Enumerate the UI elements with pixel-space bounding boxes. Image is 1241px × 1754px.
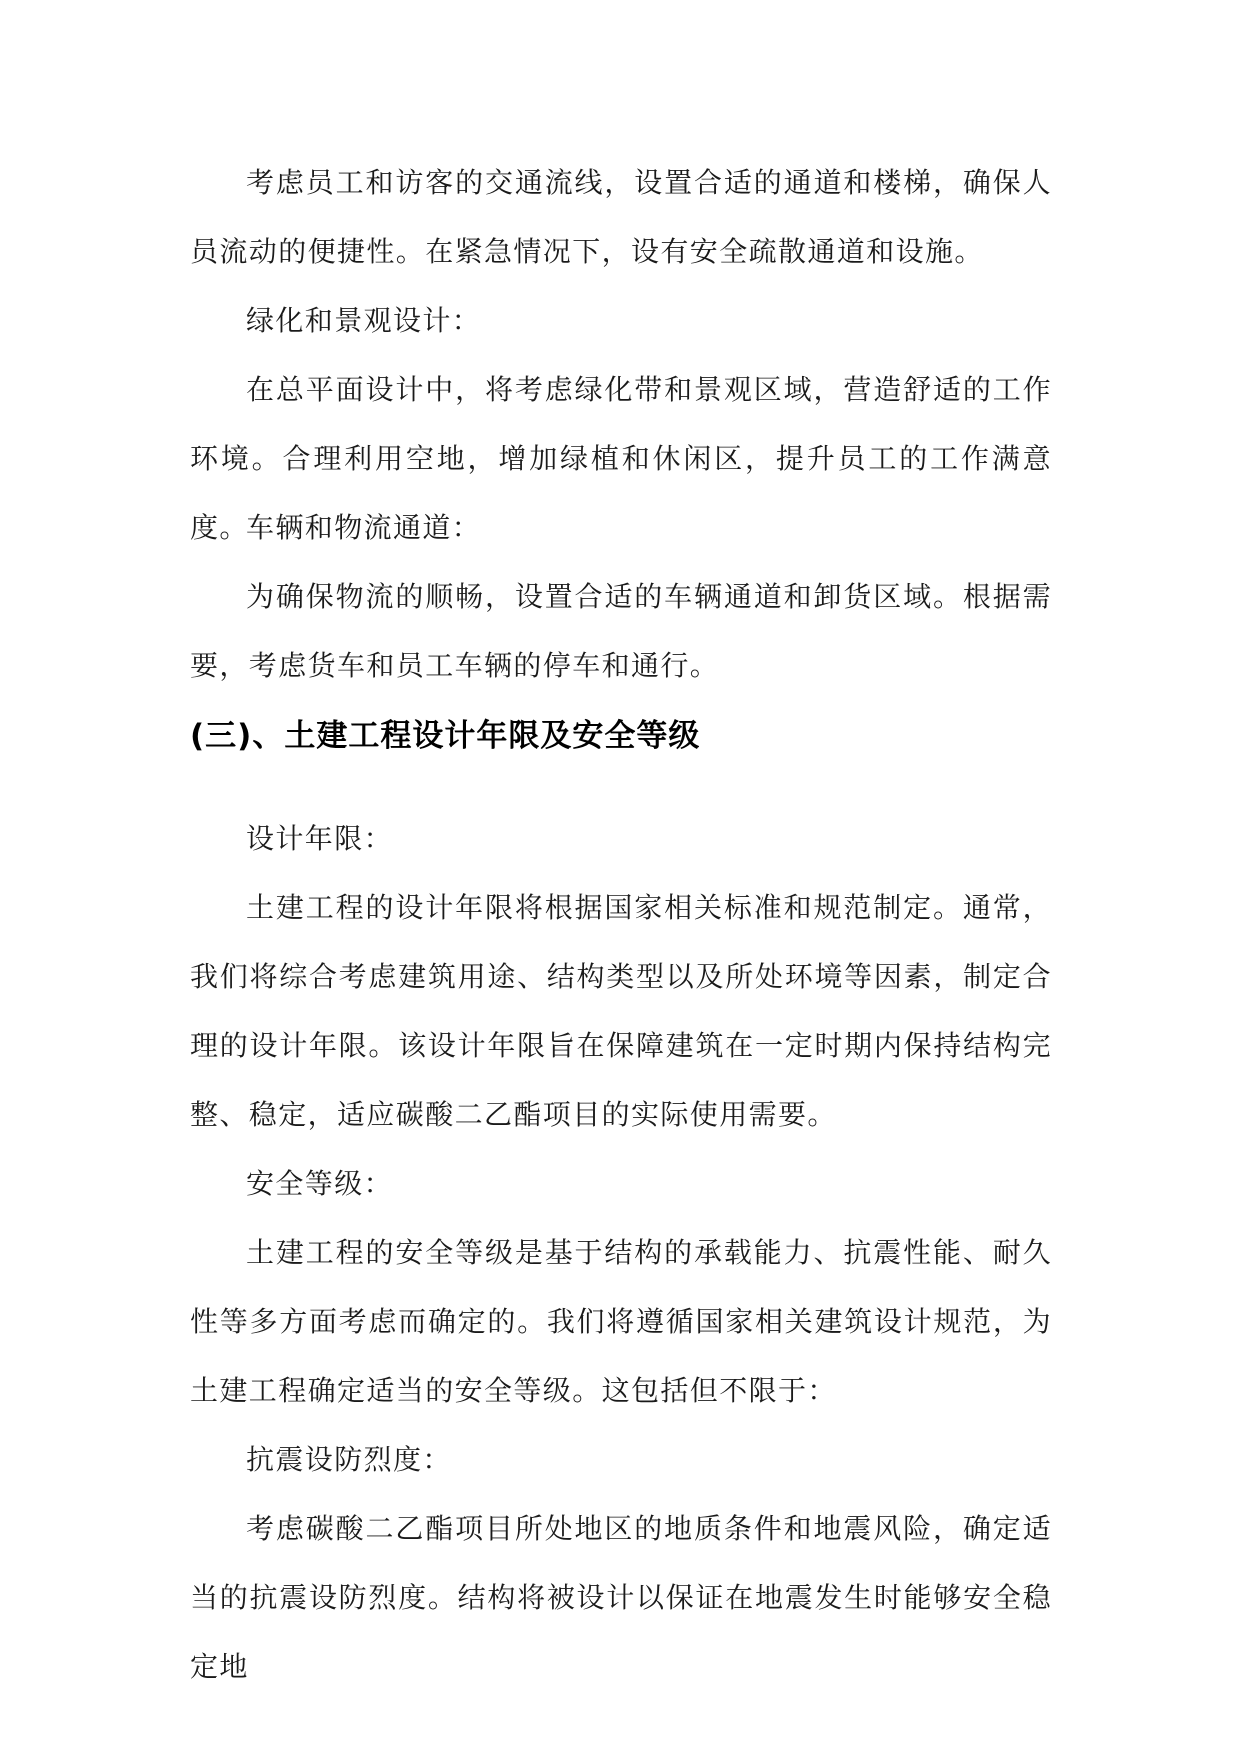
paragraph-vehicle-body: 为确保物流的顺畅，设置合适的车辆通道和卸货区域。根据需要，考虑货车和员工车辆的停车和通行。 (190, 580, 1052, 682)
paragraph-vehicle-title: 车辆和物流通道： (246, 511, 482, 544)
paragraph-traffic-flow: 考虑员工和访客的交通流线，设置合适的通道和楼梯，确保人员流动的便捷性。在紧急情况下，设有安全疏散通道和设施。 (190, 166, 1052, 268)
paragraph-design-life-title: 设计年限： (246, 822, 394, 855)
paragraph-safety-level-body: 土建工程的安全等级是基于结构的承载能力、抗震性能、耐久性等多方面考虑而确定的。我们将遵循国家相关建筑设计规范，为土建工程确定适当的安全等级。这包括但不限于： (190, 1236, 1052, 1407)
paragraph-seismic-body: 考虑碳酸二乙酯项目所处地区的地质条件和地震风险，确定适当的抗震设防烈度。结构将被设计以保证在地震发生时能够安全稳定地 (190, 1512, 1052, 1683)
paragraph-seismic-title: 抗震设防烈度： (246, 1443, 452, 1476)
paragraph-safety-level-title: 安全等级： (246, 1167, 394, 1200)
section-heading: (三)、土建工程设计年限及安全等级 (190, 718, 701, 754)
paragraph-greening-title: 绿化和景观设计： (246, 304, 482, 337)
paragraph-greening-body: 在总平面设计中，将考虑绿化带和景观区域，营造舒适的工作环境。合理利用空地，增加绿植和休闲区，提升员工的工作满意度。 (190, 373, 1052, 544)
paragraph-design-life-body: 土建工程的设计年限将根据国家相关标准和规范制定。通常，我们将综合考虑建筑用途、结构类型以及所处环境等因素，制定合理的设计年限。该设计年限旨在保障建筑在一定时期内保持结构完整、稳定，适应碳酸二乙酯项目的实际使用需要。 (190, 891, 1052, 1131)
